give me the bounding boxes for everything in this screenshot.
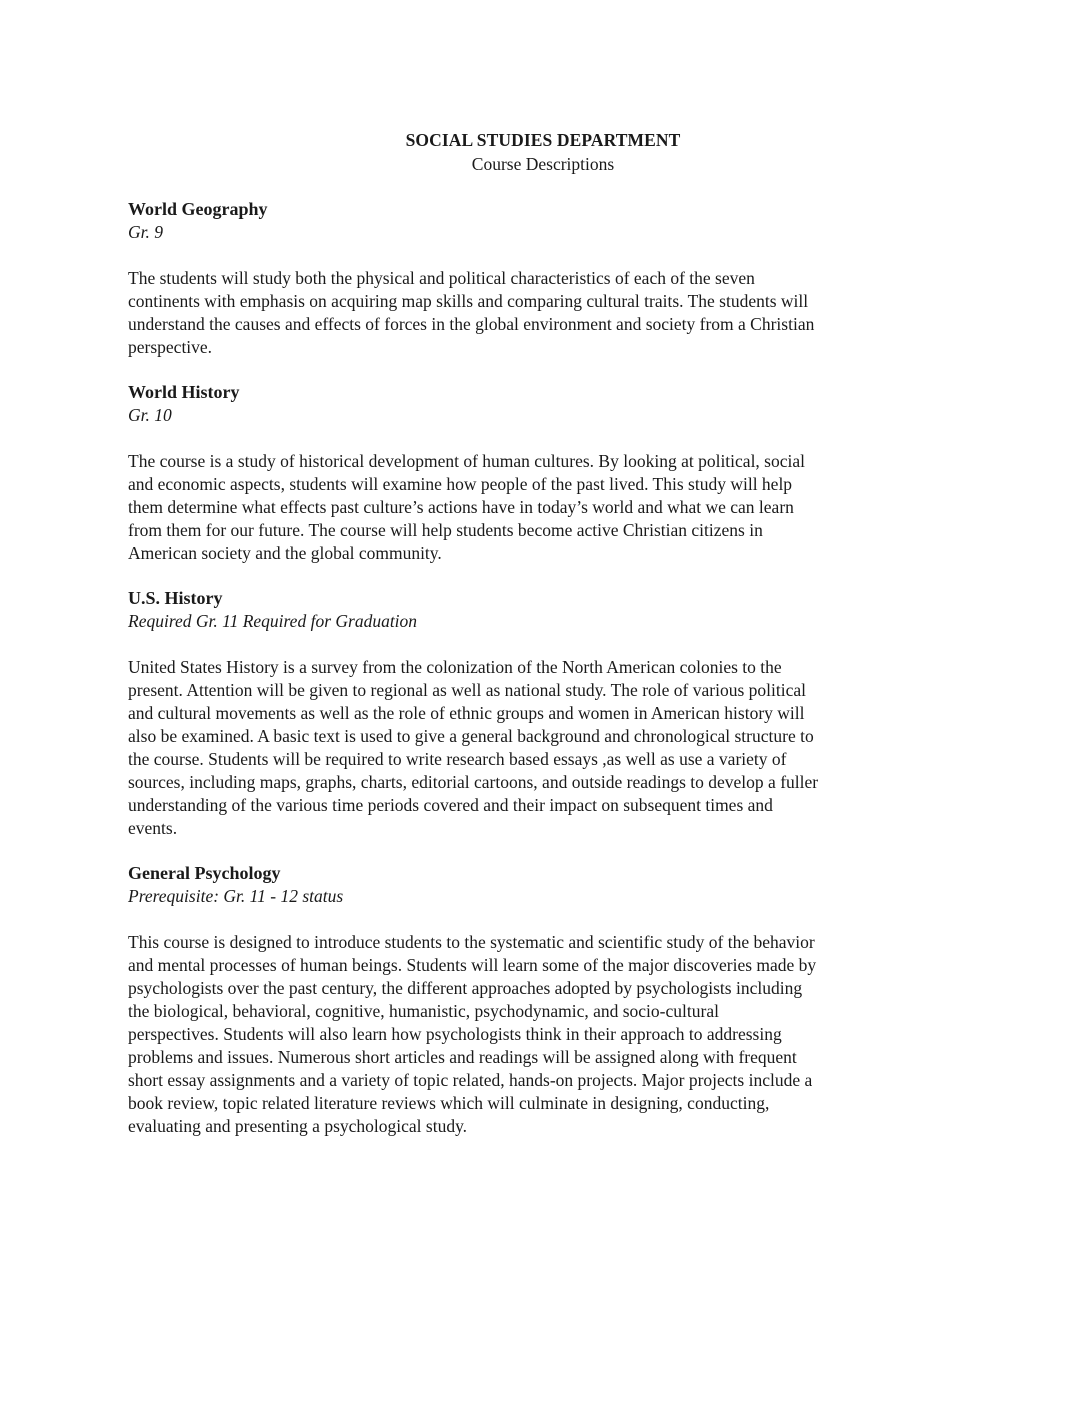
- description-line: present. Attention will be given to regional as well as national study. The role of various political: [128, 680, 806, 700]
- department-subtitle: Course Descriptions: [471, 154, 615, 174]
- description-line: perspective.: [128, 337, 213, 357]
- description-line: evaluating and presenting a psychological study.: [128, 1116, 468, 1136]
- description-line: American society and the global community.: [128, 543, 442, 563]
- description-line: book review, topic related literature reviews which will culminate in designing, conducting,: [128, 1093, 770, 1113]
- course-general-psychology: [128, 861, 958, 1138]
- description-line: the biological, behavioral, cognitive, humanistic, psychodynamic, and socio-cultural: [128, 1001, 719, 1021]
- description-line: and mental processes of human beings. Students will learn some of the major discoveries made by: [128, 955, 817, 975]
- department-title: SOCIAL STUDIES DEPARTMENT: [405, 130, 681, 150]
- course-description: [128, 931, 958, 1138]
- course-grade: Prerequisite: Gr. 11 - 12 status: [128, 886, 344, 906]
- description-line: also be examined. A basic text is used to give a general background and chronological structure to: [128, 726, 814, 746]
- description-line: and economic aspects, students will examine how people of the past lived. This study will help: [128, 474, 793, 494]
- course-world-geography: [128, 197, 958, 359]
- description-line: and cultural movements as well as the role of ethnic groups and women in American history will: [128, 703, 805, 723]
- description-line: United States History is a survey from the colonization of the North American colonies to the: [128, 657, 782, 677]
- description-line: This course is designed to introduce students to the systematic and scientific study of the behavior: [128, 932, 815, 952]
- description-line: them determine what effects past culture’s actions have in today’s world and what we can learn: [128, 497, 794, 517]
- course-title: World Geography: [128, 199, 268, 219]
- description-line: events.: [128, 818, 178, 838]
- document-page: [128, 128, 958, 1138]
- description-line: perspectives. Students will also learn how psychologists think in their approach to addressing: [128, 1024, 782, 1044]
- description-line: The course is a study of historical development of human cultures. By looking at political, social: [128, 451, 805, 471]
- description-line: problems and issues. Numerous short articles and readings will be assigned along with frequent: [128, 1047, 797, 1067]
- description-line: from them for our future. The course will help students become active Christian citizens in: [128, 520, 763, 540]
- description-line: psychologists over the past century, the different approaches adopted by psychologists including: [128, 978, 803, 998]
- document-header: [128, 128, 958, 176]
- course-grade: Required Gr. 11 Required for Graduation: [128, 611, 418, 631]
- course-grade: Gr. 9: [128, 222, 164, 242]
- course-title: U.S. History: [128, 588, 223, 608]
- description-line: the course. Students will be required to write research based essays ,as well as use a variety of: [128, 749, 787, 769]
- description-line: understand the causes and effects of forces in the global environment and society from a Christian: [128, 314, 815, 334]
- description-line: short essay assignments and a variety of topic related, hands-on projects. Major projects include a: [128, 1070, 813, 1090]
- course-us-history: [128, 586, 958, 840]
- description-line: understanding of the various time periods covered and their impact on subsequent times and: [128, 795, 773, 815]
- description-line: continents with emphasis on acquiring map skills and comparing cultural traits. The students will: [128, 291, 809, 311]
- course-description: [128, 656, 958, 840]
- course-world-history: [128, 380, 958, 565]
- description-line: sources, including maps, graphs, charts, editorial cartoons, and outside readings to develop a fuller: [128, 772, 819, 792]
- course-title: General Psychology: [128, 863, 281, 883]
- course-description: [128, 450, 958, 565]
- course-description: [128, 267, 958, 359]
- course-title: World History: [128, 382, 240, 402]
- course-grade: Gr. 10: [128, 405, 172, 425]
- description-line: The students will study both the physical and political characteristics of each of the seven: [128, 268, 755, 288]
